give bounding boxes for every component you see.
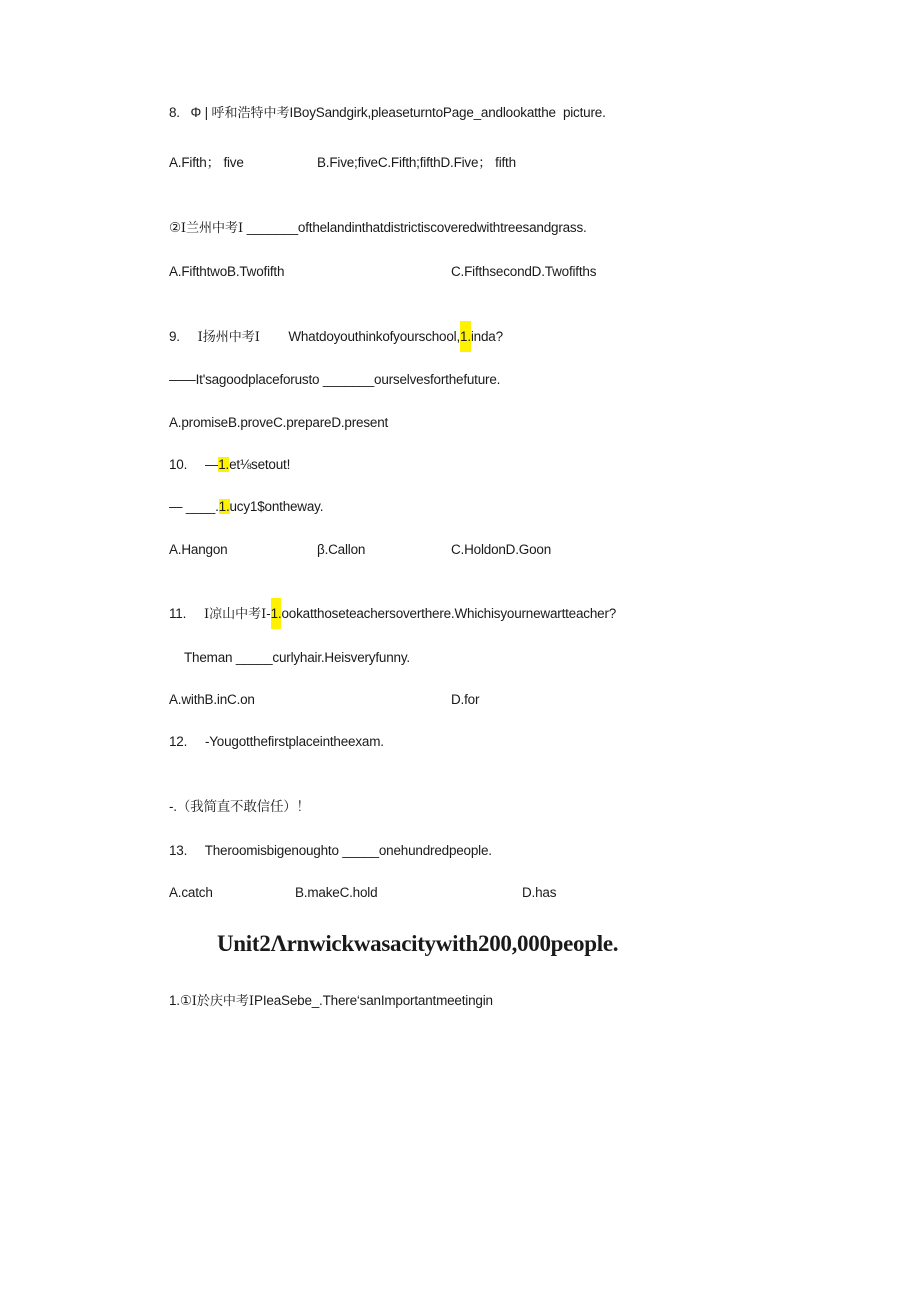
highlight-mark: 1. bbox=[218, 499, 230, 514]
question-11-options-b: D.for bbox=[451, 692, 480, 707]
question-number: 13. bbox=[169, 843, 188, 858]
highlight-mark: 1. bbox=[460, 321, 471, 352]
question-8 bbox=[169, 102, 606, 121]
dialog-dash: — bbox=[204, 457, 219, 472]
question-11-line2: Theman _____curlyhair.Heisveryfunny. bbox=[184, 650, 410, 665]
question-text: -Yougotthefirstplaceintheexam. bbox=[204, 734, 384, 749]
question-11-options-a: A.withB.inC.on bbox=[169, 692, 255, 707]
question-13-options-a: A.catch bbox=[169, 885, 213, 900]
question-number: 1. bbox=[169, 993, 180, 1008]
question-13 bbox=[169, 843, 492, 858]
question-9-options: A.promiseB.proveC.prepareD.present bbox=[169, 415, 389, 430]
question-12-line2: -.（我简直不敢信任）！ bbox=[169, 799, 310, 814]
question-text: ookatthoseteachersoverthere.Whichisyournewartteacher? bbox=[281, 606, 617, 621]
question-text: _______ofthelandinthatdistrictiscoveredwithtreesandgrass. bbox=[246, 220, 587, 235]
exam-source: I於庆中考I bbox=[191, 994, 255, 1009]
question-number: 10. bbox=[169, 457, 188, 472]
question-13-options-c: D.has bbox=[522, 885, 557, 900]
question-8b bbox=[169, 217, 587, 236]
question-text: PIeaSebe_.There‘sanImportantmeetingin bbox=[254, 993, 493, 1008]
question-10 bbox=[169, 457, 290, 472]
exam-source: I兰州中考I bbox=[180, 221, 244, 236]
question-text: inda? bbox=[470, 329, 503, 344]
question-mark: ① bbox=[179, 993, 192, 1008]
question-text: Theroomisbigenoughto _____onehundredpeople. bbox=[204, 843, 492, 858]
question-text: ucy1$ontheway. bbox=[229, 499, 324, 514]
question-13-options-b: B.makeC.hold bbox=[295, 885, 378, 900]
question-11 bbox=[169, 603, 616, 622]
question-10-options-b: β.Callon bbox=[317, 542, 366, 557]
question-number: 11. bbox=[169, 606, 187, 621]
question-number: 9. bbox=[169, 329, 180, 344]
highlight-mark: 1. bbox=[218, 457, 230, 472]
question-text: IBoySandgirk,pleaseturntoPage_andlookatthe picture. bbox=[289, 105, 606, 120]
question-10-line2 bbox=[169, 499, 323, 514]
highlight-mark: 1. bbox=[271, 598, 282, 629]
question-text: Whatdoyouthinkofyourschool, bbox=[288, 329, 461, 344]
unit2-question-1 bbox=[169, 990, 493, 1009]
question-text: et⅛setout! bbox=[229, 457, 291, 472]
unit-title: Unit2Λrnwickwasacitywith200,000people. bbox=[217, 931, 619, 956]
question-12 bbox=[169, 734, 384, 749]
question-10-options-c: C.HoldonD.Goon bbox=[451, 542, 552, 557]
exam-source: I扬州中考I bbox=[197, 330, 260, 345]
question-8-options-a: A.Fifth； five bbox=[169, 155, 244, 170]
question-number: 8. bbox=[169, 105, 180, 120]
question-mark: ② bbox=[169, 220, 181, 235]
exam-source: 呼和浩特中考 bbox=[211, 106, 290, 121]
question-10-options-a: A.Hangon bbox=[169, 542, 228, 557]
exam-source: I凉山中考I- bbox=[203, 607, 271, 622]
question-9-line2: ——It'sagoodplaceforusto _______ourselvesforthefuture. bbox=[169, 372, 501, 387]
question-number: 12. bbox=[169, 734, 188, 749]
question-text: — ____. bbox=[169, 499, 219, 514]
divider-bar: | bbox=[204, 105, 208, 120]
question-mark: Φ bbox=[190, 105, 202, 120]
question-8b-options-b: C.FifthsecondD.Twofifths bbox=[451, 264, 597, 279]
question-8-options-b: B.Five;fiveC.Fifth;fifthD.Five； fifth bbox=[317, 155, 516, 170]
question-8b-options-a: A.FifthtwoB.Twofifth bbox=[169, 264, 285, 279]
question-9 bbox=[169, 326, 503, 345]
